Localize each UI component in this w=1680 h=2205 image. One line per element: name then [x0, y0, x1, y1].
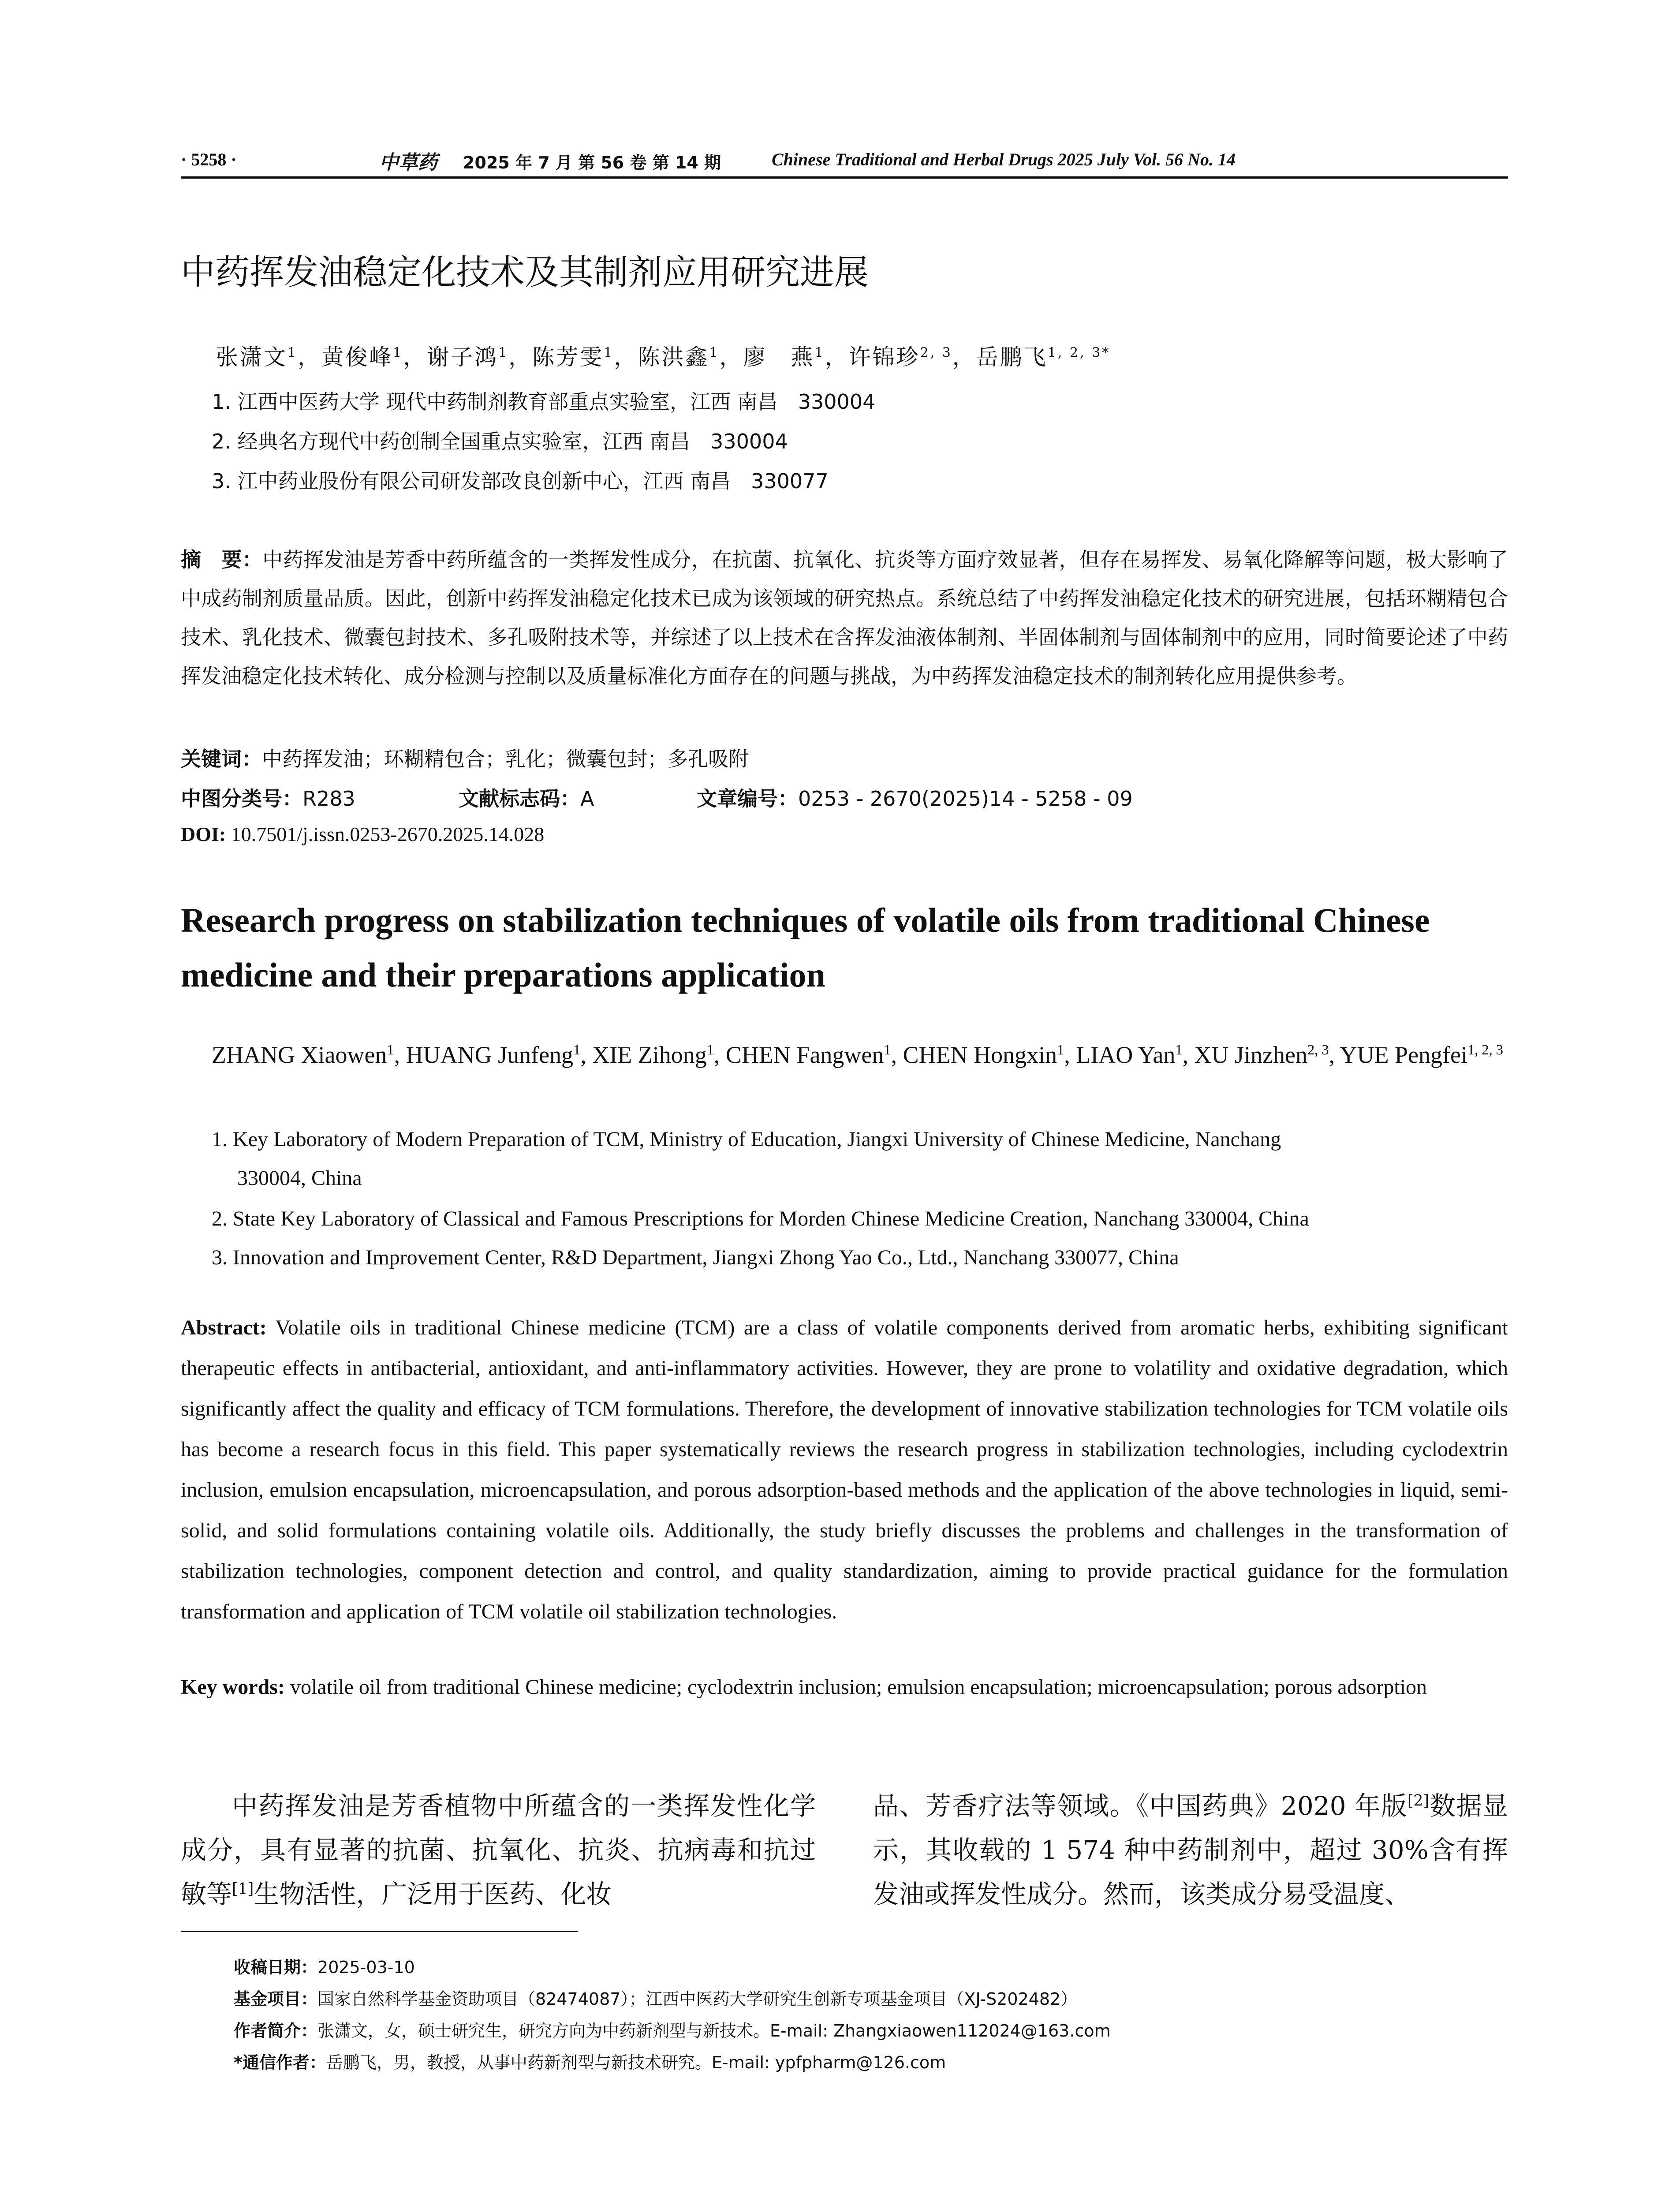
author-en: HUANG Junfeng$^1$, [406, 1042, 593, 1068]
author-en: XIE Zihong$^1$, [592, 1042, 726, 1068]
issue-zh: 2025 年 7 月 第 56 卷 第 14 期 [463, 153, 721, 172]
abstract-zh-text: 中药挥发油是芳香中药所蕴含的一类挥发性成分，在抗菌、抗氧化、抗炎等方面疗效显著，但存在易挥发、易氧化降解等问题，极大影响了中成药制剂质量品质。因此，创新中药挥发油稳定化技术已成为该领域的研究热点。系统总结了中药挥发油稳定化技术的研究进展，包括环糊精包合技术、乳化技术、微囊包封技术、多孔吸附技术等，并综述了以上技术在含挥发油液体制剂、半固体制剂与固体制剂中的应用，同时简要论述了中药挥发油稳定化技术转化、成分检测与控制以及质量标准化方面存在的问题与挑战，为中药挥发油稳定技术的制剂转化应用提供参考。 [181, 548, 1508, 688]
abstract-en [181, 1308, 1508, 1632]
citation-ref: [1] [232, 1880, 254, 1898]
author-en: CHEN Hongxin$^1$, [903, 1042, 1076, 1068]
body-column-left: 中药挥发油是芳香植物中所蕴含的一类挥发性化学成分，具有显著的抗菌、抗氧化、抗炎、抗病毒和抗过敏等[1]生物活性，广泛用于医药、化妆 [181, 1791, 816, 1909]
author-zh: 黄俊峰$^1$， [321, 344, 427, 370]
page-number: · 5258 · [181, 149, 237, 169]
affiliation-en: 3. Innovation and Improvement Center, R&D Department, Jiangxi Zhong Yao Co., Ltd., Nanchang 330077, China [212, 1246, 1179, 1269]
abstract-en-text: Volatile oils in traditional Chinese medicine (TCM) are a class of volatile components derived from aromatic herbs, exhibiting significant therapeutic effects in antibacterial, antioxidant, and anti-inflammatory activities. However, they are prone to volatility and oxidative degradation, which significantly affect the quality and efficacy of TCM formulations. Therefore, the development of innovative stabilization technologies for TCM volatile oils has become a research focus in this field. This paper systematically reviews the research progress in stabilization technologies, including cyclodextrin inclusion, emulsion encapsulation, microencapsulation, and porous adsorption-based methods and the application of the above technologies in liquid, semi-solid, and solid formulations containing volatile oils. Additionally, the study briefly discusses the problems and challenges in the transformation of stabilization technologies, component detection and control, and quality standardization, aiming to provide practical guidance for the formulation transformation and application of TCM volatile oil stabilization technologies. [181, 1316, 1508, 1623]
author-zh: 陈洪鑫$^1$， [638, 344, 743, 370]
citation-ref: [2] [1407, 1792, 1430, 1810]
header-rule [181, 176, 1508, 179]
footnote-funding: 基金项目：国家自然科学基金资助项目（82474087）；江西中医药大学研究生创新专项基金项目（XJ-S202482） [234, 1989, 1078, 2009]
footnote-rule [181, 1931, 578, 1932]
classification-line [181, 783, 1133, 812]
footnote-author-bio: 作者简介：张潇文，女，硕士研究生，研究方向为中药新剂型与新技术。E-mail: Zhangxiaowen112024@163.com [234, 2021, 1111, 2041]
author-en: YUE Pengfei$^{1, 2, 3}$ [1340, 1042, 1503, 1068]
keywords-zh: 关键词：中药挥发油；环糊精包合；乳化；微囊包封；多孔吸附 [181, 747, 749, 771]
author-zh: 许锦珍$^{2, 3}$， [848, 344, 976, 370]
affiliation-en: 1. Key Laboratory of Modern Preparation of TCM, Ministry of Education, Jiangxi University of Chinese Medicine, Nanchang 330004, China [212, 1128, 1281, 1190]
running-header [181, 146, 1508, 176]
abstract-en-label: Abstract: [181, 1316, 267, 1339]
authors-zh [216, 340, 1110, 371]
author-en: XU Jinzhen$^{2, 3}$, [1194, 1042, 1340, 1068]
affiliation-zh: 1. 江西中医药大学 现代中药制剂教育部重点实验室，江西 南昌 330004 [212, 390, 876, 414]
footnote-corresponding: *通信作者：岳鹏飞，男，教授，从事中药新剂型与新技术研究。E-mail: ypfpharm@126.com [234, 2053, 946, 2072]
doi-value: 10.7501/j.issn.0253-2670.2025.14.028 [231, 823, 545, 845]
clc-code: 中图分类号：R283 [181, 787, 355, 811]
journal-logo: 中草药 [379, 151, 437, 174]
abstract-zh-label: 摘 要： [181, 548, 263, 572]
author-en: ZHANG Xiaowen$^1$, [212, 1042, 406, 1068]
author-zh: 陈芳雯$^1$， [532, 344, 638, 370]
author-en: CHEN Fangwen$^1$, [725, 1042, 903, 1068]
author-zh: 岳鹏飞$^{1, 2, 3*}$ [976, 344, 1111, 370]
abstract-zh [181, 540, 1508, 695]
author-en: LIAO Yan$^1$, [1076, 1042, 1195, 1068]
body-column-right: 品、芳香疗法等领域。《中国药典》2020 年版[2]数据显示，其收载的 1 574 种中药制剂中，超过 30%含有挥发油或挥发性成分。然而，该类成分易受温度、 [873, 1791, 1508, 1909]
keywords-en: Key words: volatile oil from traditional Chinese medicine; cyclodextrin inclusion; emulsion encapsulation; microencapsulation; porous adsorption [181, 1675, 1427, 1699]
affiliation-en: 2. State Key Laboratory of Classical and Famous Prescriptions for Morden Chinese Medicine Creation, Nanchang 330004, China [212, 1207, 1309, 1230]
footnote-received: 收稿日期：2025-03-10 [234, 1958, 415, 1977]
footnotes [234, 1951, 1508, 2078]
article-number: 文章编号：0253 - 2670(2025)14 - 5258 - 09 [697, 787, 1133, 811]
affiliation-zh: 2. 经典名方现代中药创制全国重点实验室，江西 南昌 330004 [212, 430, 788, 453]
issue-en: Chinese Traditional and Herbal Drugs 2025 July Vol. 56 No. 14 [772, 149, 1236, 169]
authors-en [212, 1034, 1508, 1076]
affiliation-zh: 3. 江中药业股份有限公司研发部改良创新中心，江西 南昌 330077 [212, 469, 829, 493]
title-zh: 中药挥发油稳定化技术及其制剂应用研究进展 [181, 253, 869, 292]
document-code: 文献标志码：A [459, 787, 594, 811]
author-zh: 张潇文$^1$， [216, 344, 322, 370]
author-zh: 廖 燕$^1$， [743, 344, 849, 370]
doi-line: DOI: 10.7501/j.issn.0253-2670.2025.14.028 [181, 823, 545, 845]
author-zh: 谢子鸿$^1$， [427, 344, 533, 370]
title-en: Research progress on stabilization techniques of volatile oils from traditional Chinese medicine and their preparations application [181, 901, 1430, 994]
